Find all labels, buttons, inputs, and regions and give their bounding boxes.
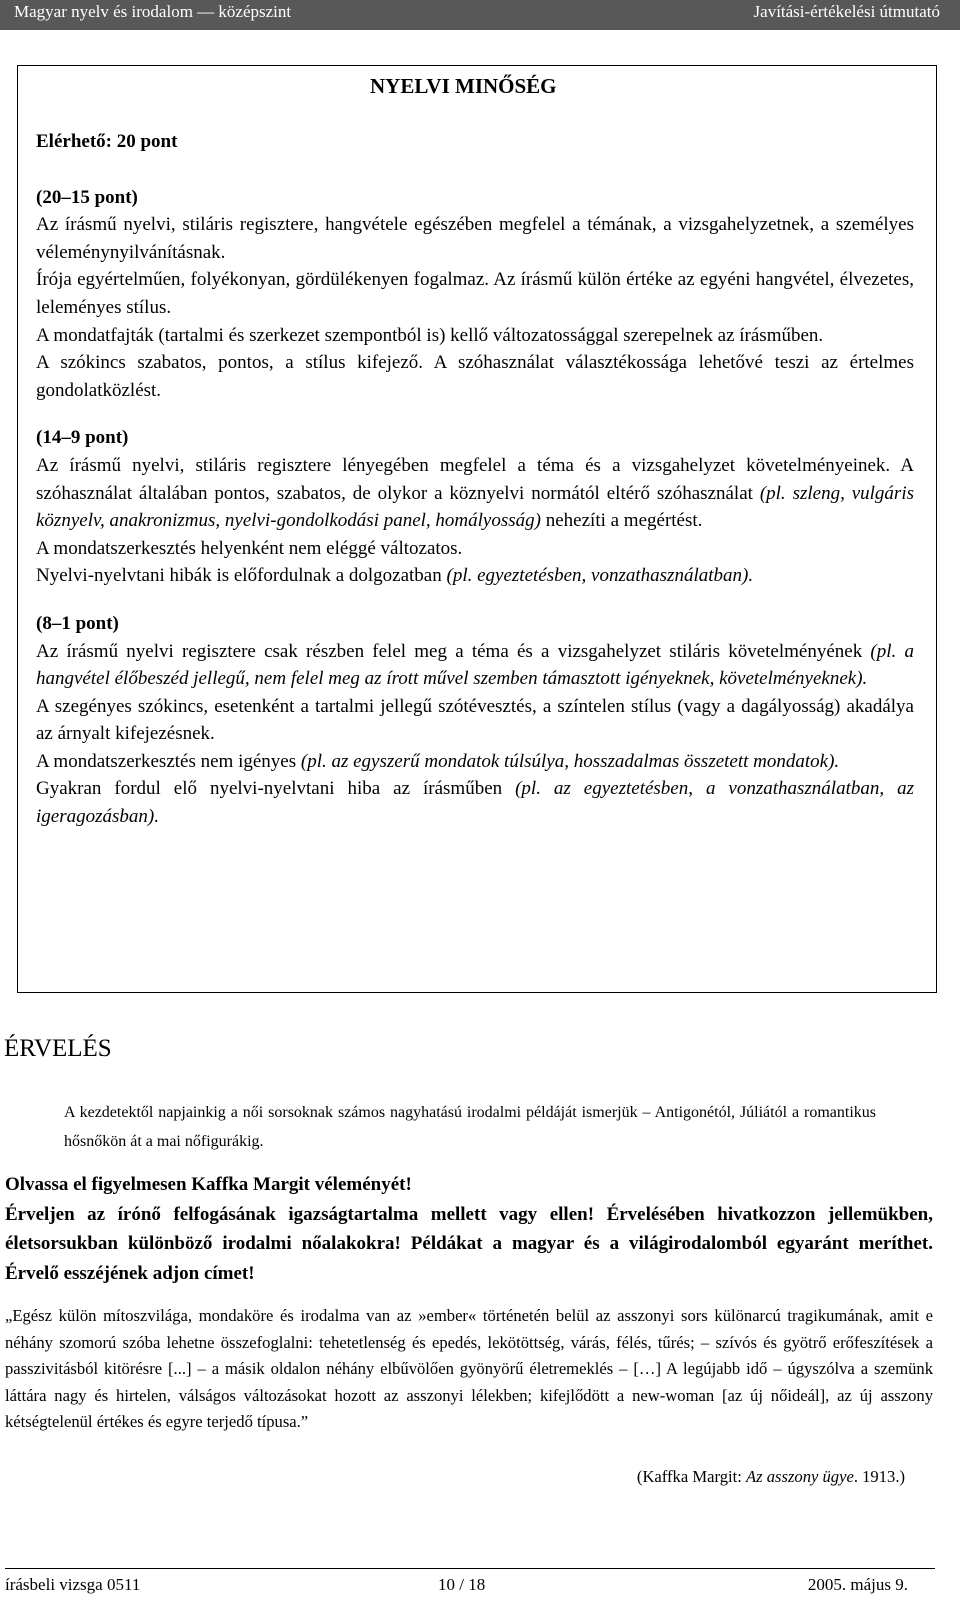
task-line: Érveljen az írónő felfogásának igazságtartalma mellett vagy ellen! Érvelésében hivatkozzon jellemükben, életsorsukban különböző irodalmi nőalakokra! Példákat a magyar és a világirodalomból egyaránt meríthet. Érvelő esszéjének adjon címet! [5, 1203, 933, 1284]
band3-paragraph: Az írásmű nyelvi regisztere csak részben felel meg a téma és a vizsgahelyzet stiláris követelményének (pl. a hangvétel élőbeszéd jellegű, nem felel meg az írott művel szemben támasztott igényeknek, követelményeknek). [36, 640, 914, 690]
page-footer [0, 1565, 960, 1605]
quote-citation: (Kaffka Margit: Az asszony ügye. 1913.) [636, 1467, 905, 1486]
box-content [36, 128, 914, 831]
footer-date: 2005. május 9. [807, 1575, 908, 1594]
page-header [0, 0, 960, 30]
band1-paragraph: A szókincs szabatos, pontos, a stílus kifejező. A szóhasználat választékossága lehetővé teszi az értelmes gondolatközlést. [36, 352, 914, 401]
task-line: Olvassa el figyelmesen Kaffka Margit véleményét! [5, 1174, 412, 1195]
band1-paragraph: Az írásmű nyelvi, stiláris regisztere, hangvétele egészében megfelel a témának, a vizsgahelyzetnek, a személyes véleménynyilvánításnak. [36, 214, 914, 263]
language-quality-box [17, 65, 937, 993]
task-instructions [5, 1170, 933, 1288]
available-points: Elérhető: 20 pont [36, 131, 178, 152]
band3-paragraph: Gyakran fordul elő nyelvi-nyelvtani hiba az írásműben (pl. az egyeztetésben, a vonzathasználatban, az igeragozásban). [36, 778, 914, 828]
band2-paragraph: Az írásmű nyelvi, stiláris regisztere lényegében megfelel a téma és a vizsgahelyzet követelményeinek. A szóhasználat általában pontos, szabatos, de olykor a köznyelvi normától eltérő szóhasználat (pl. szleng, vulgáris köznyelv, anakronizmus, nyelvi-gondolkodási panel, homályosság) nehezíti a megértést. [36, 454, 915, 532]
band1-heading: (20–15 pont) [36, 186, 138, 208]
box-title: NYELVI MINŐSÉG [370, 74, 557, 98]
section-title: ÉRVELÉS [4, 1035, 112, 1062]
quote-text: „Egész külön mítoszvilága, mondaköre és irodalma van az »ember« történetén belül az asszonyi sors különarcú tragikumának, amit e néhány szomorú szóba lehetne összefoglalni: tehetetlenség és epedés, lekötöttség, várás, félés, tűrés; – szívós és gyötrő erőfeszítések a passzivitásból kitörésre [...] – a másik oldalon néhány elbűvölően gyönyörű életremeklés – […] A legújabb idő – úgyszólva a szemünk láttára nagy és hirtelen, válságos változásokat hozott az asszonyi lélekben; kifejlődött a new-woman [az új nőideál], az új asszony kétségtelenül értékes és egyre terjedő típusa.” [5, 1306, 933, 1431]
band1-paragraph: A mondatfajták (tartalmi és szerkezet szempontból is) kellő változatossággal szerepelnek az írásműben. [36, 324, 824, 346]
footer-exam-id: írásbeli vizsga 0511 [5, 1575, 141, 1594]
band1-paragraph: Írója egyértelműen, folyékonyan, gördülékenyen fogalmaz. Az írásmű külön értéke az egyéni hangvétel, élvezetes, leleményes stílus. [36, 269, 914, 318]
band3-paragraph: A szegényes szókincs, esetenként a tartalmi jellegű szótévesztés, a színtelen stílus (vagy a dagályosság) akadálya az árnyalt kifejezésnek. [36, 695, 914, 745]
header-right-text: Javítási-értékelési útmutató [753, 2, 940, 21]
footer-page-number: 10 / 18 [438, 1575, 486, 1594]
section-intro: A kezdetektől napjainkig a női sorsoknak számos nagyhatású irodalmi példáját ismerjük – Antigonétól, Júliától a romantikus hősnőkön át a mai nőfigurákig. [64, 1104, 876, 1150]
band3-paragraph: A mondatszerkesztés nem igényes (pl. az egyszerű mondatok túlsúlya, hosszadalmas összetett mondatok). [36, 750, 840, 772]
band2-heading: (14–9 pont) [36, 427, 129, 449]
band2-paragraph: A mondatszerkesztés helyenként nem eléggé változatos. [36, 537, 463, 559]
band2-paragraph: Nyelvi-nyelvtani hibák is előfordulnak a dolgozatban (pl. egyeztetésben, vonzathasználatban). [36, 565, 754, 587]
band3-heading: (8–1 pont) [36, 612, 119, 634]
header-left-text: Magyar nyelv és irodalom — középszint [14, 2, 292, 21]
